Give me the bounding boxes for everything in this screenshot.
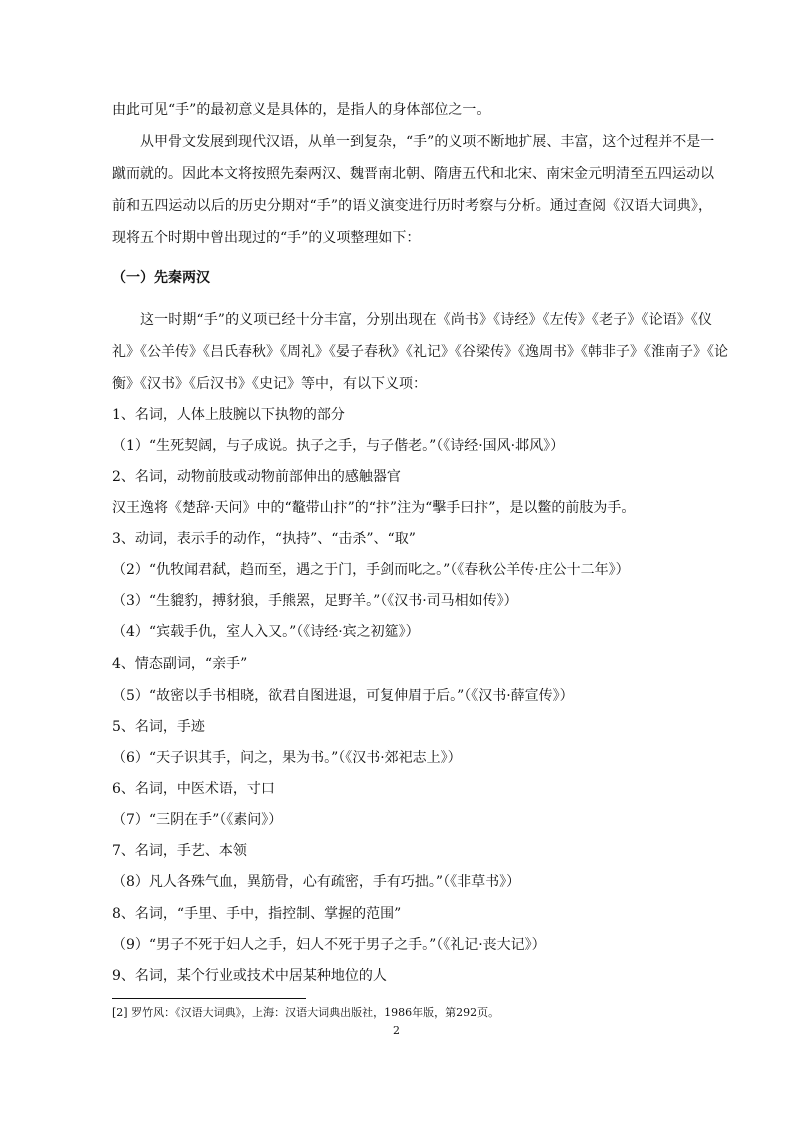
footnote: [2] 罗竹风：《汉语大词典》，上海：汉语大词典出版社，1986年版，第292页。 (112, 1006, 500, 1019)
paragraph-line: 礼》《公羊传》《吕氏春秋》《周礼》《晏子春秋》《礼记》《谷梁传》《逸周书》《韩非子》《淮南子》《论 (112, 344, 728, 360)
example-line: 汉王逸将《楚辞·天问》中的“鼇带山抃”的“抃”注为“擊手曰抃”，是以鳖的前肢为手。 (112, 500, 636, 516)
example-line: （7）“三阴在手”（《素问》） (112, 812, 283, 828)
text-line: 由此可见“手”的最初意义是具体的，是指人的身体部位之一。 (112, 102, 491, 118)
example-line: （6）“天子识其手，问之，果为书。”（《汉书·郊祀志上》） (112, 750, 462, 766)
sense-heading: 3、动词，表示手的动作，“执持”、“击杀”、“取” (112, 531, 416, 547)
example-line: （1）“生死契阔，与子成说。执子之手，与子偕老。”（《诗经·国风·邶风》） (112, 438, 565, 454)
paragraph-line: 前和五四运动以后的历史分期对“手”的语义演变进行历时考察与分析。通过查阅《汉语大词典》， (112, 198, 712, 214)
example-line: （4）“宾载手仇，室人入又。”（《诗经·宾之初筵》） (112, 624, 420, 640)
section-heading: （一）先秦两汉 (112, 270, 210, 286)
sense-heading: 6、名词，中医术语，寸口 (112, 781, 275, 797)
paragraph-line: 从甲骨文发展到现代汉语，从单一到复杂，“手”的义项不断地扩展、丰富，这个过程并不是一 (140, 134, 715, 150)
paragraph-line: 蹴而就的。因此本文将按照先秦两汉、魏晋南北朝、隋唐五代和北宋、南宋金元明清至五四运动以 (112, 166, 714, 182)
page-number: 2 (393, 1024, 400, 1037)
sense-heading: 8、名词，“手里、手中，指控制、掌握的范围” (112, 906, 402, 922)
sense-heading: 1、名词，人体上肢腕以下执物的部分 (112, 407, 345, 423)
sense-heading: 7、名词，手艺、本领 (112, 843, 247, 859)
sense-heading: 5、名词，手迹 (112, 719, 205, 735)
example-line: （5）“故密以手书相晓，欲君自图进退，可复伸眉于后。”（《汉书·薛宣传》） (112, 688, 574, 704)
paragraph-line: 衡》《汉书》《后汉书》《史记》等中，有以下义项： (112, 376, 427, 392)
example-line: （3）“生貔豹，搏豺狼，手熊罴，足野羊。”（《汉书·司马相如传》） (112, 593, 518, 609)
sense-heading: 4、情态副词，“亲手” (112, 656, 248, 672)
example-line: （8）凡人各殊气血，異筋骨，心有疏密，手有巧拙。”（《非草书》） (112, 874, 521, 890)
paragraph-line: 现将五个时期中曾出现过的“手”的义项整理如下： (112, 230, 421, 246)
footnote-separator (112, 998, 306, 999)
sense-heading: 2、名词，动物前肢或动物前部伸出的感触器官 (112, 469, 401, 485)
example-line: （2）“仇牧闻君弑，趋而至，遇之于门，手剑而叱之。”（《春秋公羊传·庄公十二年》） (112, 562, 630, 578)
example-line: （9）“男子不死于妇人之手，妇人不死于男子之手。”（《礼记·丧大记》） (112, 937, 546, 953)
sense-heading: 9、名词，某个行业或技术中居某种地位的人 (112, 968, 387, 984)
paragraph-line: 这一时期“手”的义项已经十分丰富，分别出现在《尚书》《诗经》《左传》《老子》《论语》《仪 (140, 312, 712, 328)
